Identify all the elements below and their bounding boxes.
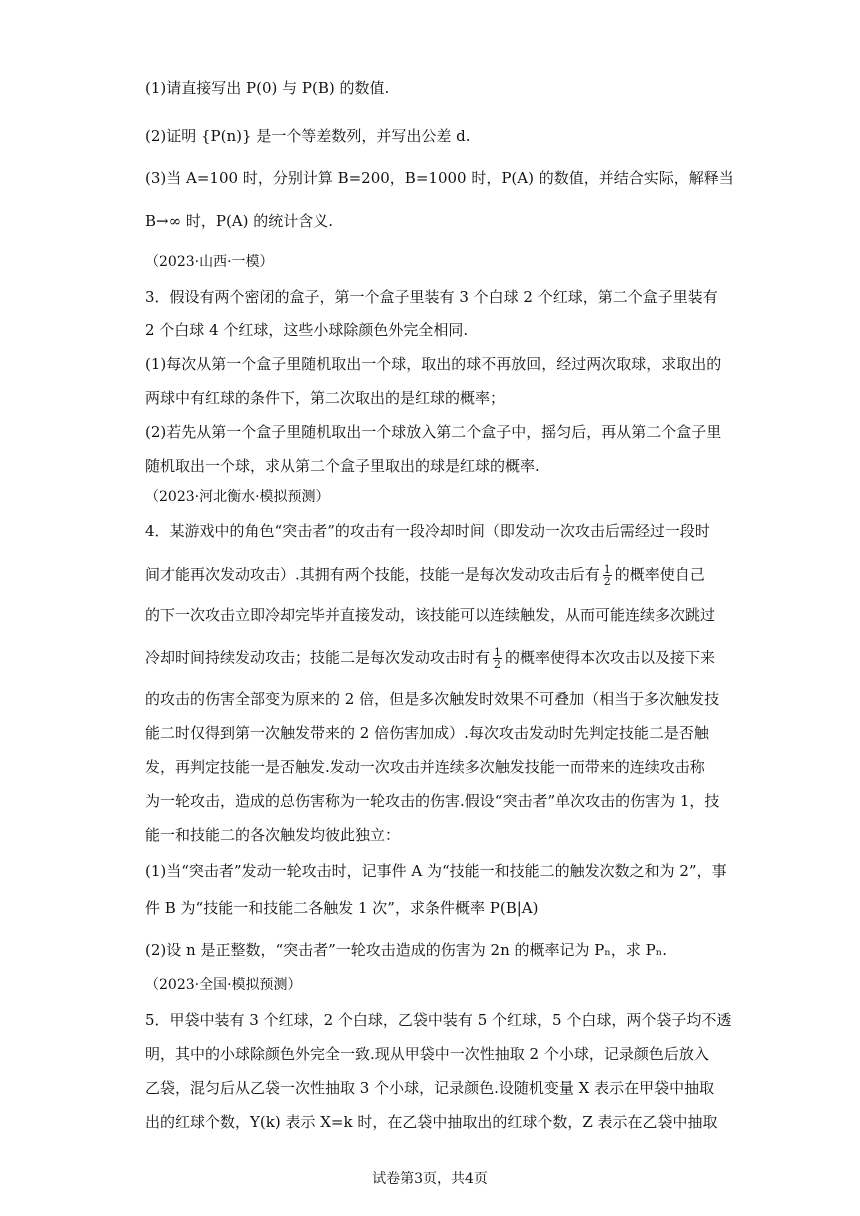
q4-part1-cont: 件 B 为“技能一和技能二各触发 1 次”，求条件概率 P(B|A) bbox=[145, 899, 539, 917]
q4-part2: (2)设 n 是正整数，“突击者”一轮攻击造成的伤害为 2n 的概率记为 Pₙ，求 Pₙ. bbox=[145, 941, 667, 959]
q2-part3-cont: B→∞ 时，P(A) 的统计含义. bbox=[145, 212, 334, 230]
q3-part1: (1)每次从第一个盒子里随机取出一个球，取出的球不再放回，经过两次取球，求取出的 bbox=[145, 355, 722, 373]
q4-stem-7: 发，再判定技能一是否触发.发动一次攻击并连续多次触发技能一而带来的连续攻击称 bbox=[145, 758, 705, 776]
q5-stem-2: 明，其中的小球除颜色外完全一致.现从甲袋中一次性抽取 2 个小球，记录颜色后放入 bbox=[145, 1045, 709, 1063]
q4-part1: (1)当“突击者”发动一轮攻击时，记事件 A 为“技能一和技能二的触发次数之和为 2”，事 bbox=[145, 862, 727, 880]
q4-stem-5: 的攻击的伤害全部变为原来的 2 倍，但是多次触发时效果不可叠加（相当于多次触发技 bbox=[145, 690, 720, 708]
q3-part2-cont: 随机取出一个球，求从第二个盒子里取出的球是红球的概率. bbox=[145, 457, 540, 475]
q3-part1-cont: 两球中有红球的条件下，第二次取出的是红球的概率； bbox=[145, 389, 506, 407]
q4-stem-4a: 冷却时间持续发动攻击；技能二是每次发动攻击时有 bbox=[145, 648, 491, 667]
q5-stem-1: 5．甲袋中装有 3 个红球，2 个白球，乙袋中装有 5 个红球，5 个白球，两个袋子均不透 bbox=[145, 1011, 732, 1029]
q2-part3: (3)当 A=100 时，分别计算 B=200，B=1000 时，P(A) 的数值，并结合实际，解释当 bbox=[145, 169, 734, 187]
half-fraction: $\frac{1}{2}$ bbox=[603, 563, 611, 588]
source-tag-q3: （2023·山西·一模） bbox=[145, 254, 274, 270]
source-tag-q5: （2023·全国·模拟预测） bbox=[145, 977, 302, 993]
q4-stem-3: 的下一次攻击立即冷却完毕并直接发动，该技能可以连续触发，从而可能连续多次跳过 bbox=[145, 606, 716, 624]
q5-stem-4: 出的红球个数，Y(k) 表示 X=k 时，在乙袋中抽取出的红球个数，Z 表示在乙袋中抽取 bbox=[145, 1113, 718, 1131]
q4-stem-4 bbox=[145, 647, 725, 670]
q2-part2: (2)证明 {P(n)} 是一个等差数列，并写出公差 d. bbox=[145, 127, 471, 145]
q2-part1: (1)请直接写出 P(0) 与 P(B) 的数值. bbox=[145, 79, 390, 97]
q4-stem-2 bbox=[145, 564, 725, 587]
q3-stem: 3．假设有两个密闭的盒子，第一个盒子里装有 3 个白球 2 个红球，第二个盒子里装有 bbox=[145, 288, 718, 306]
q4-stem-8: 为一轮攻击，造成的总伤害称为一轮攻击的伤害.假设“突击者”单次攻击的伤害为 1，技 bbox=[145, 792, 720, 810]
q4-stem-9: 能一和技能二的各次触发均彼此独立： bbox=[145, 826, 401, 844]
q4-stem-4b: 的概率使得本次攻击以及接下来 bbox=[505, 648, 716, 667]
half-fraction-2: $\frac{1}{2}$ bbox=[494, 646, 502, 671]
q3-part2: (2)若先从第一个盒子里随机取出一个球放入第二个盒子中，摇匀后，再从第二个盒子里 bbox=[145, 423, 722, 441]
q4-stem-2b: 的概率使自己 bbox=[614, 565, 705, 584]
q5-stem-3: 乙袋，混匀后从乙袋一次性抽取 3 个小球，记录颜色.设随机变量 X 表示在甲袋中抽取 bbox=[145, 1079, 715, 1097]
q3-stem-cont: 2 个白球 4 个红球，这些小球除颜色外完全相同. bbox=[145, 321, 469, 339]
page-footer: 试卷第3页，共4页 bbox=[372, 1171, 488, 1187]
source-tag-q4: （2023·河北衡水·模拟预测） bbox=[145, 489, 330, 505]
q4-stem-6: 能二时仅得到第一次触发带来的 2 倍伤害加成）.每次攻击发动时先判定技能二是否触 bbox=[145, 724, 709, 742]
q4-stem-2a: 间才能再次发动攻击）.其拥有两个技能，技能一是每次发动攻击后有 bbox=[145, 565, 600, 584]
q4-stem-1: 4．某游戏中的角色“突击者”的攻击有一段冷却时间（即发动一次攻击后需经过一段时 bbox=[145, 522, 710, 540]
